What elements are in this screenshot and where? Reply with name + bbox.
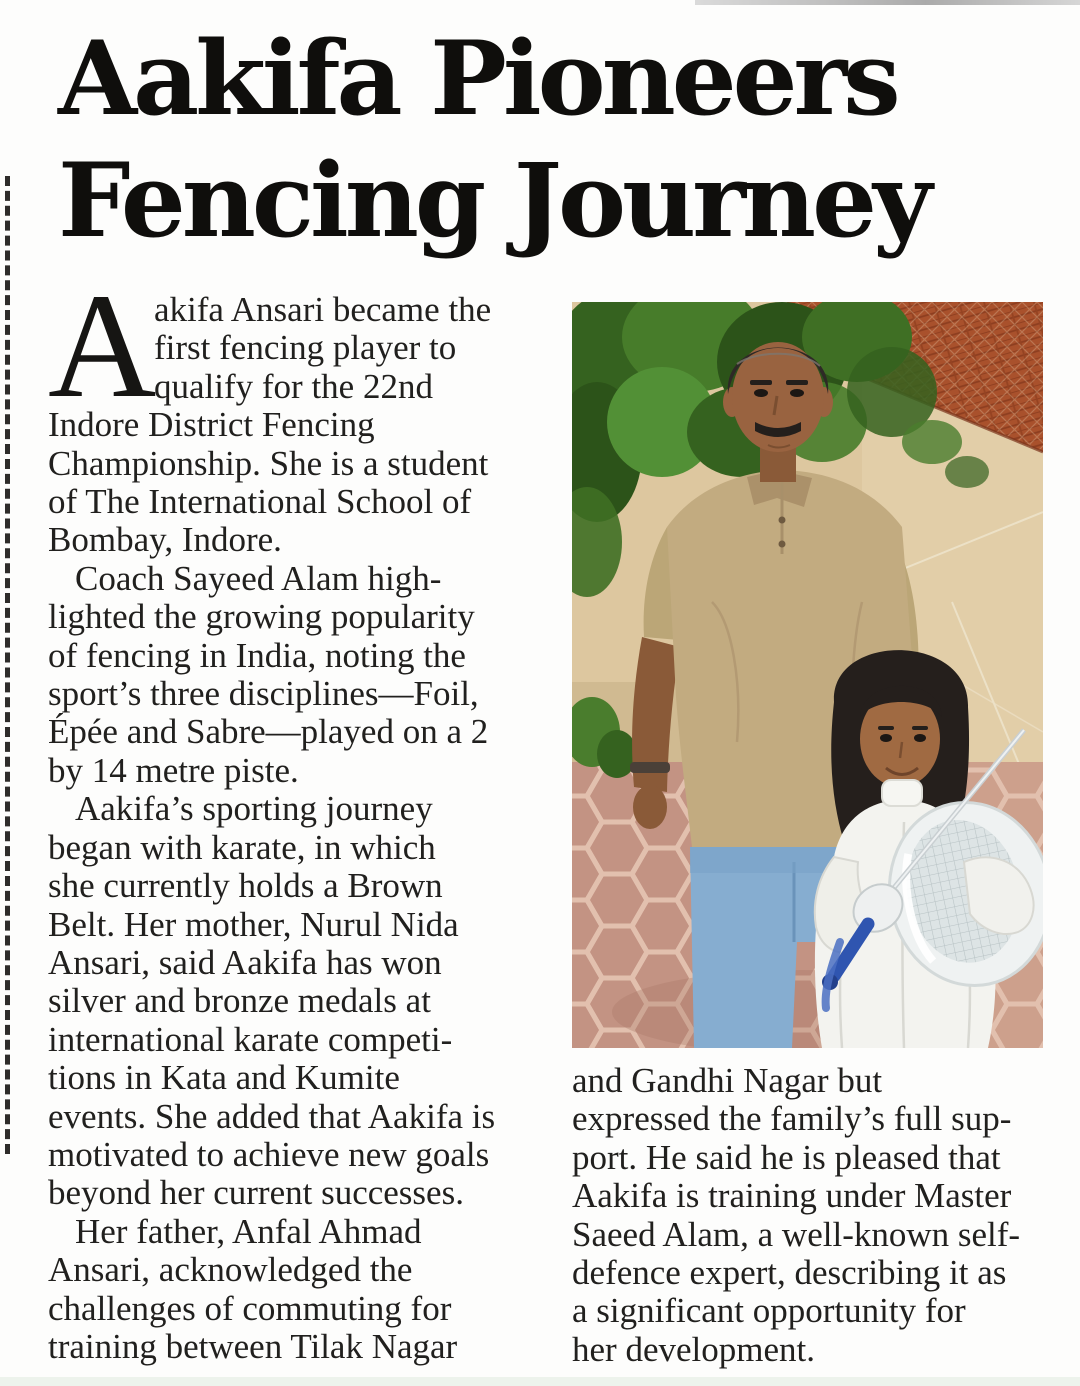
text-line: of fencing in India, noting the bbox=[48, 635, 466, 675]
article-headline bbox=[58, 18, 928, 262]
text-line: her development. bbox=[572, 1329, 815, 1369]
scan-bottom-strip bbox=[0, 1377, 1080, 1386]
left-column bbox=[48, 263, 553, 1366]
text-line: akifa Ansari became the bbox=[154, 290, 492, 329]
paragraph-3 bbox=[48, 790, 553, 1212]
text-line: beyond her current successes. bbox=[48, 1173, 464, 1213]
text-line: of The International School of bbox=[48, 482, 472, 522]
text-line: Aakifa is training under Master bbox=[572, 1176, 1012, 1216]
text-line: Aakifa’s sporting journey bbox=[75, 789, 433, 829]
headline-line-1: Aakifa Pioneers bbox=[58, 19, 897, 139]
paragraph-continuation bbox=[572, 1062, 1058, 1369]
text-line: Indore District Fencing bbox=[48, 405, 375, 445]
drop-cap: A bbox=[48, 263, 157, 429]
text-line: lighted the growing popularity bbox=[48, 597, 475, 637]
article-photo bbox=[572, 302, 1043, 1048]
column-divider-dashed-rule bbox=[5, 176, 10, 1154]
text-line: Coach Sayeed Alam high- bbox=[75, 558, 442, 598]
text-line: motivated to achieve new goals bbox=[48, 1134, 490, 1174]
right-column bbox=[572, 1062, 1058, 1369]
text-line: defence expert, describing it as bbox=[572, 1253, 1007, 1293]
text-line: a significant opportunity for bbox=[572, 1291, 966, 1331]
text-line: events. She added that Aakifa is bbox=[48, 1096, 496, 1136]
headline-line-2: Fencing Journey bbox=[58, 141, 929, 261]
text-line: Her father, Anfal Ahmad bbox=[75, 1211, 422, 1251]
text-line: Bombay, Indore. bbox=[48, 520, 282, 560]
text-line: Saeed Alam, a well-known self- bbox=[572, 1214, 1021, 1254]
text-line: port. He said he is pleased that bbox=[572, 1137, 1001, 1177]
text-line: training between Tilak Nagar bbox=[48, 1326, 458, 1366]
text-line: Ansari, said Aakifa has won bbox=[48, 942, 442, 982]
text-line: international karate competi- bbox=[48, 1019, 453, 1059]
paragraph-2 bbox=[48, 560, 553, 790]
text-line: first fencing player to bbox=[154, 328, 457, 368]
text-line: Belt. Her mother, Nurul Nida bbox=[48, 904, 459, 944]
text-line: qualify for the 22nd bbox=[154, 366, 433, 406]
text-line: Ansari, acknowledged the bbox=[48, 1250, 413, 1290]
text-line: sport’s three disciplines—Foil, bbox=[48, 674, 479, 714]
text-line: tions in Kata and Kumite bbox=[48, 1058, 400, 1098]
scan-edge-artifact bbox=[695, 0, 1080, 5]
text-line: Épée and Sabre—played on a 2 bbox=[48, 712, 489, 752]
text-line: began with karate, in which bbox=[48, 827, 436, 867]
text-line: Championship. She is a student bbox=[48, 443, 489, 483]
text-line: by 14 metre piste. bbox=[48, 750, 299, 790]
text-line: and Gandhi Nagar but bbox=[572, 1061, 883, 1100]
text-line: expressed the family’s full sup- bbox=[572, 1099, 1012, 1139]
text-line: silver and bronze medals at bbox=[48, 981, 431, 1021]
paragraph-4 bbox=[48, 1213, 553, 1367]
text-line: she currently holds a Brown bbox=[48, 866, 443, 906]
text-line: challenges of commuting for bbox=[48, 1288, 452, 1328]
paragraph-1 bbox=[48, 263, 553, 560]
